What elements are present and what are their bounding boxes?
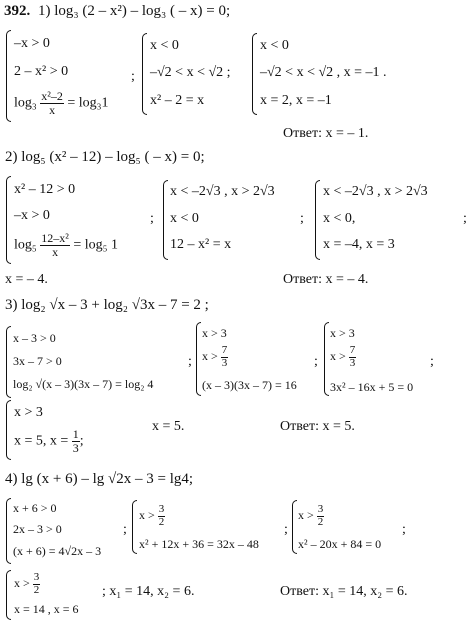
s2-sys3-line3: x = –4, x = 3: [323, 237, 395, 252]
s3-sys3-line2: x > $\frac{7}{3}$: [330, 344, 356, 369]
brace: [324, 322, 329, 396]
separator: ;: [463, 211, 467, 226]
s4-sys3-line1: x > $\frac{3}{2}$: [298, 503, 324, 528]
separator: ;: [314, 354, 318, 369]
brace: [132, 500, 137, 554]
s4-sys1-line3: (x + 6) = 4√2x – 3: [13, 544, 102, 558]
brace: [6, 400, 11, 460]
part2-equation: 2) log₅ (x² – 12) – log₅ ( – x) = 0;: [5, 149, 205, 165]
s4-result: ; x₁ = 14, x₂ = 6.: [102, 584, 195, 599]
brace: [6, 176, 11, 264]
s4-sys2-line1: x > $\frac{3}{2}$: [139, 503, 165, 528]
s4-sys3-line2: x² – 20x + 84 = 0: [298, 537, 382, 551]
s2-sys2-line1: x < –2√3 , x > 2√3: [170, 184, 275, 199]
s3-answer: Ответ: x = 5.: [280, 419, 355, 434]
s1-sys3-line3: x = 2, x = –1: [260, 93, 332, 108]
s1-sys2-line2: –√2 < x < √2 ;: [150, 65, 231, 80]
s2-sys1-line3: log₅ $\frac{\text{12–x²}}{x}$ = log₅ 1: [14, 231, 119, 259]
brace: [252, 33, 257, 115]
s3-sys4-line1: x > 3: [14, 405, 43, 420]
s3-sys3-line3: 3x² – 16x + 5 = 0: [330, 380, 414, 394]
brace: [315, 180, 320, 260]
separator: ;: [300, 211, 304, 226]
problem-number: 392.: [4, 3, 31, 19]
brace: [196, 322, 201, 396]
s3-sys2-line2: x > $\frac{7}{3}$: [202, 344, 228, 369]
s2-sys3-line2: x < 0,: [323, 211, 356, 226]
brace: [6, 30, 11, 122]
s4-sys1-line2: 2x – 3 > 0: [13, 522, 62, 536]
s2-sys1-line2: –x > 0: [14, 208, 50, 223]
brace: [163, 180, 168, 260]
s4-sys2-line2: x² + 12x + 36 = 32x – 48: [139, 537, 259, 551]
separator: ;: [123, 522, 127, 537]
brace: [6, 498, 11, 564]
s2-answer: Ответ: x = – 4.: [283, 272, 369, 287]
s3-result: x = 5.: [152, 419, 185, 434]
s1-sys1-line1: –x > 0: [14, 36, 50, 51]
s4-sys4-line2: x = 14 , x = 6: [14, 602, 79, 616]
part1-equation: 1) log₃ (2 – x²) – log₃ ( – x) = 0;: [38, 3, 231, 19]
s1-sys3-line1: x < 0: [260, 38, 289, 53]
s2-sys2-line2: x < 0: [170, 211, 199, 226]
s2-sys1-line1: x² – 12 > 0: [14, 182, 76, 197]
s4-sys1-line1: x + 6 > 0: [13, 501, 57, 515]
separator: ;: [284, 522, 288, 537]
separator: ;: [188, 354, 192, 369]
separator: ;: [402, 522, 406, 537]
s1-sys3-line2: –√2 < x < √2 , x = –1 .: [260, 65, 387, 80]
s3-sys1-line2: 3x – 7 > 0: [13, 354, 62, 368]
s4-answer: Ответ: x₁ = 14, x₂ = 6.: [280, 584, 408, 599]
s3-sys2-line3: (x – 3)(3x – 7) = 16: [202, 378, 297, 392]
s3-sys1-line1: x – 3 > 0: [13, 331, 56, 345]
s2-result: x = – 4.: [5, 272, 48, 287]
separator: ;: [430, 354, 434, 369]
brace: [6, 570, 11, 620]
s1-sys2-line3: x² – 2 = x: [150, 93, 205, 108]
separator: ;: [150, 211, 154, 226]
s1-answer: Ответ: x = – 1.: [283, 126, 369, 141]
s2-sys3-line1: x < –2√3 , x > 2√3: [323, 184, 428, 199]
brace: [142, 33, 147, 115]
separator: ;: [131, 69, 135, 84]
s1-sys1-line2: 2 – x² > 0: [14, 64, 69, 79]
s4-sys4-line1: x > $\frac{3}{2}$: [14, 571, 40, 596]
s3-sys3-line1: x > 3: [330, 326, 355, 340]
s1-sys1-line3: log₃ $\frac{\text{x²–2}}{x}$ = log₃1: [14, 89, 109, 117]
part3-equation: 3) log₂ √x – 3 + log₂ √3x – 7 = 2 ;: [5, 297, 209, 313]
s3-sys1-line3: log₂ √(x – 3)(3x – 7) = log₂ 4: [13, 377, 154, 391]
brace: [6, 326, 11, 398]
s3-sys2-line1: x > 3: [202, 326, 227, 340]
s3-sys4-line2: x = 5, x = $\frac{1}{3}$ ;: [14, 427, 84, 455]
s1-sys2-line1: x < 0: [150, 38, 179, 53]
brace: [292, 500, 297, 554]
part4-equation: 4) lg (x + 6) – lg √2x – 3 = lg4;: [5, 471, 194, 487]
s2-sys2-line3: 12 – x² = x: [170, 237, 232, 252]
